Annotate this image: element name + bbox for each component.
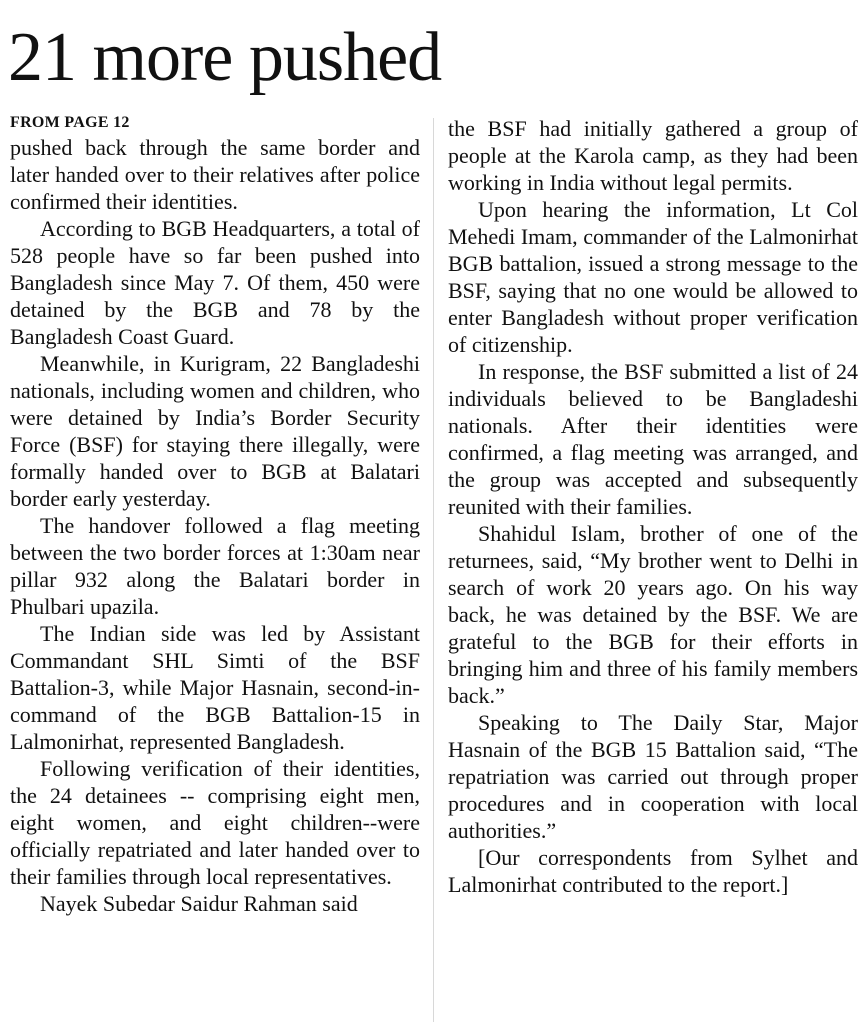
paragraph: Upon hearing the information, Lt Col Mehedi Imam, commander of the Lalmonirhat BGB battalion, issued a strong message to the BSF, saying that no one would be allowed to enter Bangladesh without proper verification of citizenship. xyxy=(448,197,858,357)
article-column-right xyxy=(448,115,858,898)
paragraph: Nayek Subedar Saidur Rahman said xyxy=(40,891,358,916)
article-column-left xyxy=(10,114,420,917)
paragraph: pushed back through the same border and later handed over to their relatives after police confirmed their identities. xyxy=(10,135,420,214)
paragraph: According to BGB Headquarters, a total of 528 people have so far been pushed into Bangladesh since May 7. Of them, 450 were detained by the BGB and 78 by the Bangladesh Coast Guard. xyxy=(10,216,420,349)
paragraph: Shahidul Islam, brother of one of the returnees, said, “My brother went to Delhi in search of work 20 years ago. On his way back, he was detained by the BSF. We are grateful to the BGB for their efforts in bringing him and three of his family members back.” xyxy=(448,521,858,708)
paragraph: Meanwhile, in Kurigram, 22 Bangladeshi nationals, including women and children, who were detained by India’s Border Security Force (BSF) for staying there illegally, were formally handed over to BGB at Balatari border early yesterday. xyxy=(10,351,420,511)
continued-from-label: FROM PAGE 12 xyxy=(10,114,130,131)
paragraph: [Our correspondents from Sylhet and Lalmonirhat contributed to the report.] xyxy=(448,845,858,897)
paragraph: Speaking to The Daily Star, Major Hasnain of the BGB 15 Battalion said, “The repatriation was carried out through proper procedures and in cooperation with local authorities.” xyxy=(448,710,858,843)
paragraph: the BSF had initially gathered a group of people at the Karola camp, as they had been working in India without legal permits. xyxy=(448,116,858,195)
paragraph: In response, the BSF submitted a list of 24 individuals believed to be Bangladeshi nationals. After their identities were confirmed, a flag meeting was arranged, and the group was accepted and subsequently reunited with their families. xyxy=(448,359,858,519)
paragraph: Following verification of their identities, the 24 detainees -- comprising eight men, eight women, and eight children--were officially repatriated and later handed over to their families through local representatives. xyxy=(10,756,420,889)
column-divider xyxy=(433,118,434,1022)
headline: 21 more pushed xyxy=(8,19,442,96)
paragraph: The handover followed a flag meeting between the two border forces at 1:30am near pillar 932 along the Balatari border in Phulbari upazila. xyxy=(10,513,420,619)
paragraph: The Indian side was led by Assistant Commandant SHL Simti of the BSF Battalion-3, while Major Hasnain, second-in-command of the BGB Battalion-15 in Lalmonirhat, represented Bangladesh. xyxy=(10,621,420,754)
